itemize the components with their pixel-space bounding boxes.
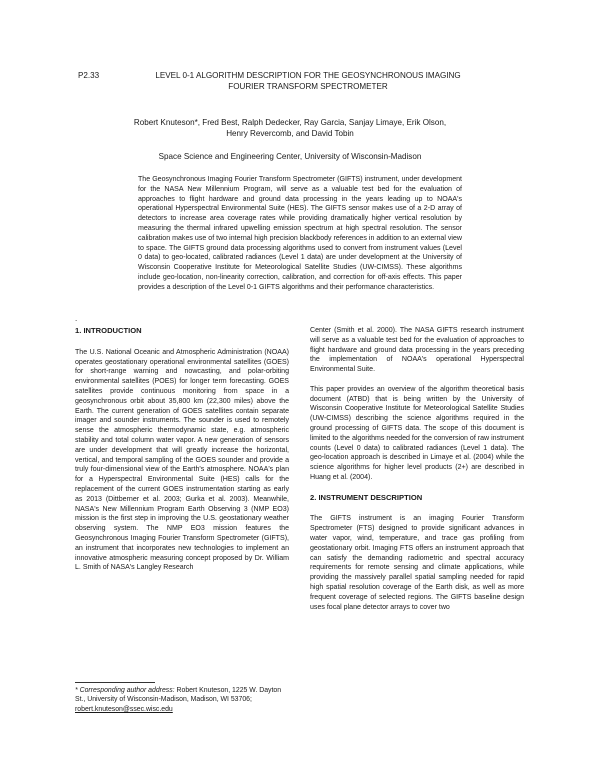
author-email-link[interactable]: robert.knuteson@ssec.wisc.edu bbox=[75, 705, 173, 713]
paper-number: P2.33 bbox=[78, 71, 100, 80]
intro-paragraph-1-continued: Center (Smith et al. 2000). The NASA GIFTS research instrument will serve as a valuable test bed for the evaluation of approaches to flight hardware and ground data processing in the years preceding the implementation of NOAA's operational Hyperspectral Environmental Suite. bbox=[310, 327, 524, 374]
abstract bbox=[138, 175, 462, 293]
footnote bbox=[75, 686, 289, 714]
affiliation: Space Science and Engineering Center, University of Wisconsin-Madison bbox=[158, 152, 422, 161]
right-column bbox=[310, 326, 524, 622]
section-heading-introduction: 1. INTRODUCTION bbox=[75, 326, 142, 335]
footnote-address: Robert Knuteson, 1225 W. Dayton St., University of Wisconsin-Madison, Madison, WI 53706; bbox=[75, 687, 282, 704]
intro-paragraph-1: The U.S. National Oceanic and Atmospheric Administration (NOAA) operates geostationary operational environmental satellites (GOES) for short-range warning and nowcasting, and polar-orbiting environmental satellites (POES) for longer term forecasting. GOES satellites provide continuous monitoring from space in a geosynchronous orbit about 35,800 km (22,300 miles) above the Earth. The current generation of GOES satellites contain separate imager and sounder instruments. The sounder is used to remotely sense the atmospheric thermodynamic state, e.g. atmospheric stability and total column water vapor. A new generation of sensors are under development that will greatly increase the horizontal, vertical, and temporal sampling of the GOES sounder and provide a truly four-dimensional view of the Earth's atmosphere. NOAA's plan for a Hyperspectral Environmental Suite (HES) calls for the replacement of the current GOES instrumentation starting as early as 2013 (Dittberner et al. 2003; Gurka et al. 2003). Meanwhile, NASA's New Millennium Program Earth Observing 3 (NMP EO3) mission is the first step in improving the U.S. geostationary weather observing system. The NMP EO3 mission features the Geosynchronous Imaging Fourier Transform Spectrometer (GIFTS), an instrument that incorporates new technologies to implement an innovative atmospheric measuring concept proposed by Dr. William L. Smith of NASA's Langley Research bbox=[75, 348, 289, 572]
intro-paragraph-2: This paper provides an overview of the algorithm theoretical basis document (ATBD) that is being written by the University of Wisconsin Cooperative Institute for Meteorological Satellite Studies (UW-CIMSS) describing the science algorithms required in the ground processing of GIFTS data. The scope of this document is limited to the algorithms needed for the conversion of raw instrument counts (Level 0 data) to calibrated radiances (Level 1 data). The geo-location approach is described in Limaye et al. (2004) while the science algorithms for higher level products (2+) are described in Huang et al. (2004). bbox=[310, 385, 524, 481]
footnote-rule bbox=[75, 682, 155, 683]
paper-title: LEVEL 0-1 ALGORITHM DESCRIPTION FOR THE GEOSYNCHRONOUS IMAGING FOURIER TRANSFORM SPECTROMETER bbox=[155, 71, 461, 91]
abstract-text: The Geosynchronous Imaging Fourier Transform Spectrometer (GIFTS) instrument, under development for the NASA New Millennium Program, will serve as a valuable test bed for the evaluation of approaches to flight hardware and ground data processing in the years leading up to NOAA's operational Hyperspectral Environmental Suite (HES). The GIFTS sensor makes use of a 2-D array of detectors to increase area coverage rates while providing dramatically higher vertical resolution by measuring the thermal infrared upwelling emission spectrum at high spectral resolution. The sensor calibration makes use of two internal high precision blackbody references in addition to an external view to space. The GIFTS ground data processing algorithms used to convert from instrument values (Level 0 data) to geo-located, calibrated radiances (Level 1 data) are under development at the University of Wisconsin Cooperative Institute for Meteorological Satellite Studies (UW-CIMSS). These algorithms include geo-location, non-linearity correction, calibration, and correction for off-axis effects. This paper provides a description of the Level 0-1 GIFTS algorithms and their performance characteristics. bbox=[138, 176, 462, 291]
section-heading-instrument: 2. INSTRUMENT DESCRIPTION bbox=[310, 492, 423, 502]
author-line-1: Robert Knuteson*, Fred Best, Ralph Dedecker, Ray Garcia, Sanjay Limaye, Erik Olson, bbox=[133, 118, 447, 127]
author-list bbox=[120, 117, 460, 139]
separator-dot: . bbox=[75, 314, 78, 323]
author-line-2: Henry Revercomb, and David Tobin bbox=[226, 129, 354, 138]
left-column bbox=[75, 326, 289, 583]
footnote-label: * Corresponding author address: bbox=[75, 687, 175, 694]
instrument-paragraph-1: The GIFTS instrument is an imaging Fourier Transform Spectrometer (FTS) designed to provide significant advances in water vapor, wind, temperature, and trace gas profiling from geostationary orbit. Imaging FTS offers an instrument approach that can satisfy the demanding radiometric and spectral accuracy requirements for remote sensing and climate applications, while providing the massively parallel spatial sampling needed for rapid high spatial resolution coverage of the Earth disk, as well as more frequent coverage of selected regions. The GIFTS baseline design uses focal plane detector arrays to cover two bbox=[310, 515, 524, 611]
